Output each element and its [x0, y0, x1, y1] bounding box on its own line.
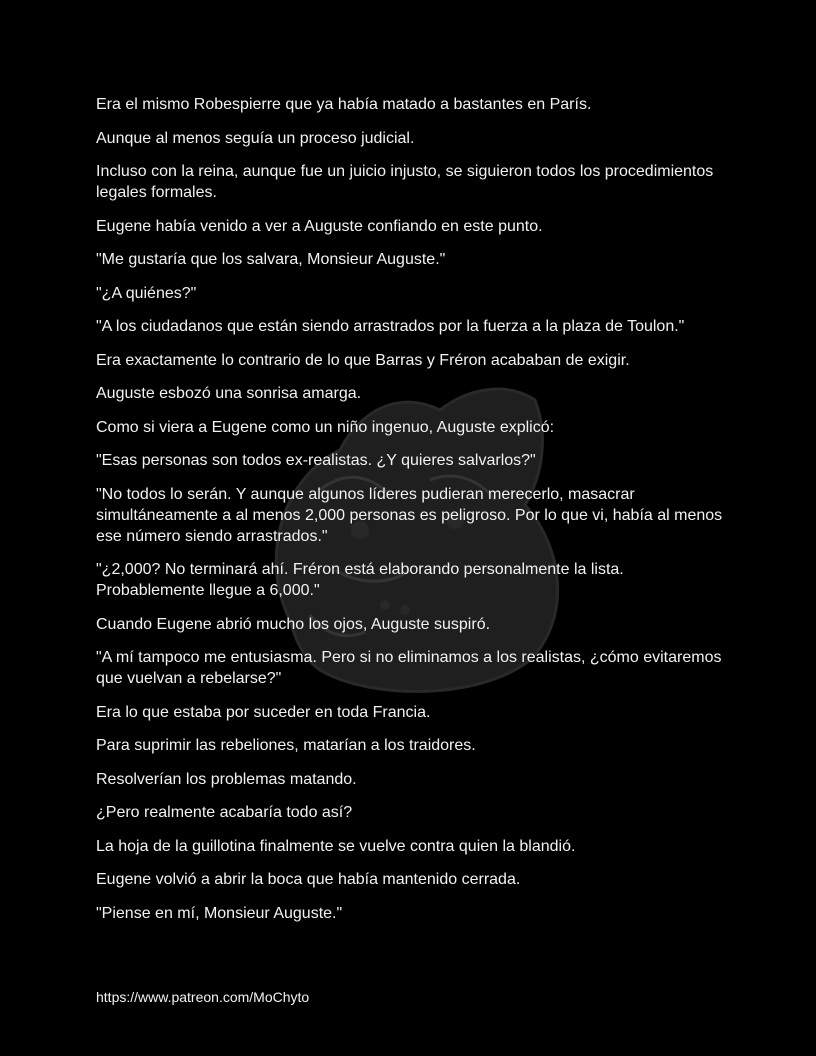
story-text: [96, 94, 726, 936]
paragraph: "Esas personas son todos ex-realistas. ¿Y quieres salvarlos?": [96, 452, 536, 469]
paragraph: Incluso con la reina, aunque fue un juicio injusto, se siguieron todos los procedimientos legales formales.: [96, 163, 714, 201]
paragraph: "¿2,000? No terminará ahí. Fréron está elaborando personalmente la lista. Probablemente llegue a 6,000.": [96, 561, 624, 599]
paragraph: "A mí tampoco me entusiasma. Pero si no eliminamos a los realistas, ¿cómo evitaremos que vuelvan a rebelarse?": [96, 649, 722, 687]
paragraph: Era lo que estaba por suceder en toda Francia.: [96, 703, 431, 721]
paragraph: Eugene volvió a abrir la boca que había mantenido cerrada.: [96, 871, 521, 888]
paragraph: Era exactamente lo contrario de lo que Barras y Fréron acababan de exigir.: [96, 351, 630, 369]
paragraph: Aunque al menos seguía un proceso judicial.: [96, 129, 415, 147]
paragraph: Como si viera a Eugene como un niño ingenuo, Auguste explicó:: [96, 418, 555, 436]
paragraph: Era el mismo Robespierre que ya había matado a bastantes en París.: [96, 96, 592, 113]
paragraph: "A los ciudadanos que están siendo arrastrados por la fuerza a la plaza de Toulon.": [96, 318, 685, 335]
paragraph: ¿Pero realmente acabaría todo así?: [96, 804, 353, 821]
paragraph: Resolverían los problemas matando.: [96, 770, 357, 788]
paragraph: "Me gustaría que los salvara, Monsieur Auguste.": [96, 251, 446, 268]
patreon-link[interactable]: https://www.patreon.com/MoChyto: [96, 989, 310, 1005]
paragraph: La hoja de la guillotina finalmente se vuelve contra quien la blandió.: [96, 837, 576, 855]
paragraph: Cuando Eugene abrió mucho los ojos, Auguste suspiró.: [96, 615, 491, 633]
paragraph: Para suprimir las rebeliones, matarían a los traidores.: [96, 737, 476, 754]
paragraph: Eugene había venido a ver a Auguste confiando en este punto.: [96, 217, 543, 235]
paragraph: "No todos lo serán. Y aunque algunos líderes pudieran merecerlo, masacrar simultáneamente a al menos 2,000 personas es peligroso. Por lo que vi, había al menos ese número siendo arrastrados.": [96, 485, 723, 545]
paragraph: "Piense en mí, Monsieur Auguste.": [96, 904, 343, 922]
paragraph: "¿A quiénes?": [96, 284, 197, 302]
paragraph: Auguste esbozó una sonrisa amarga.: [96, 385, 362, 402]
